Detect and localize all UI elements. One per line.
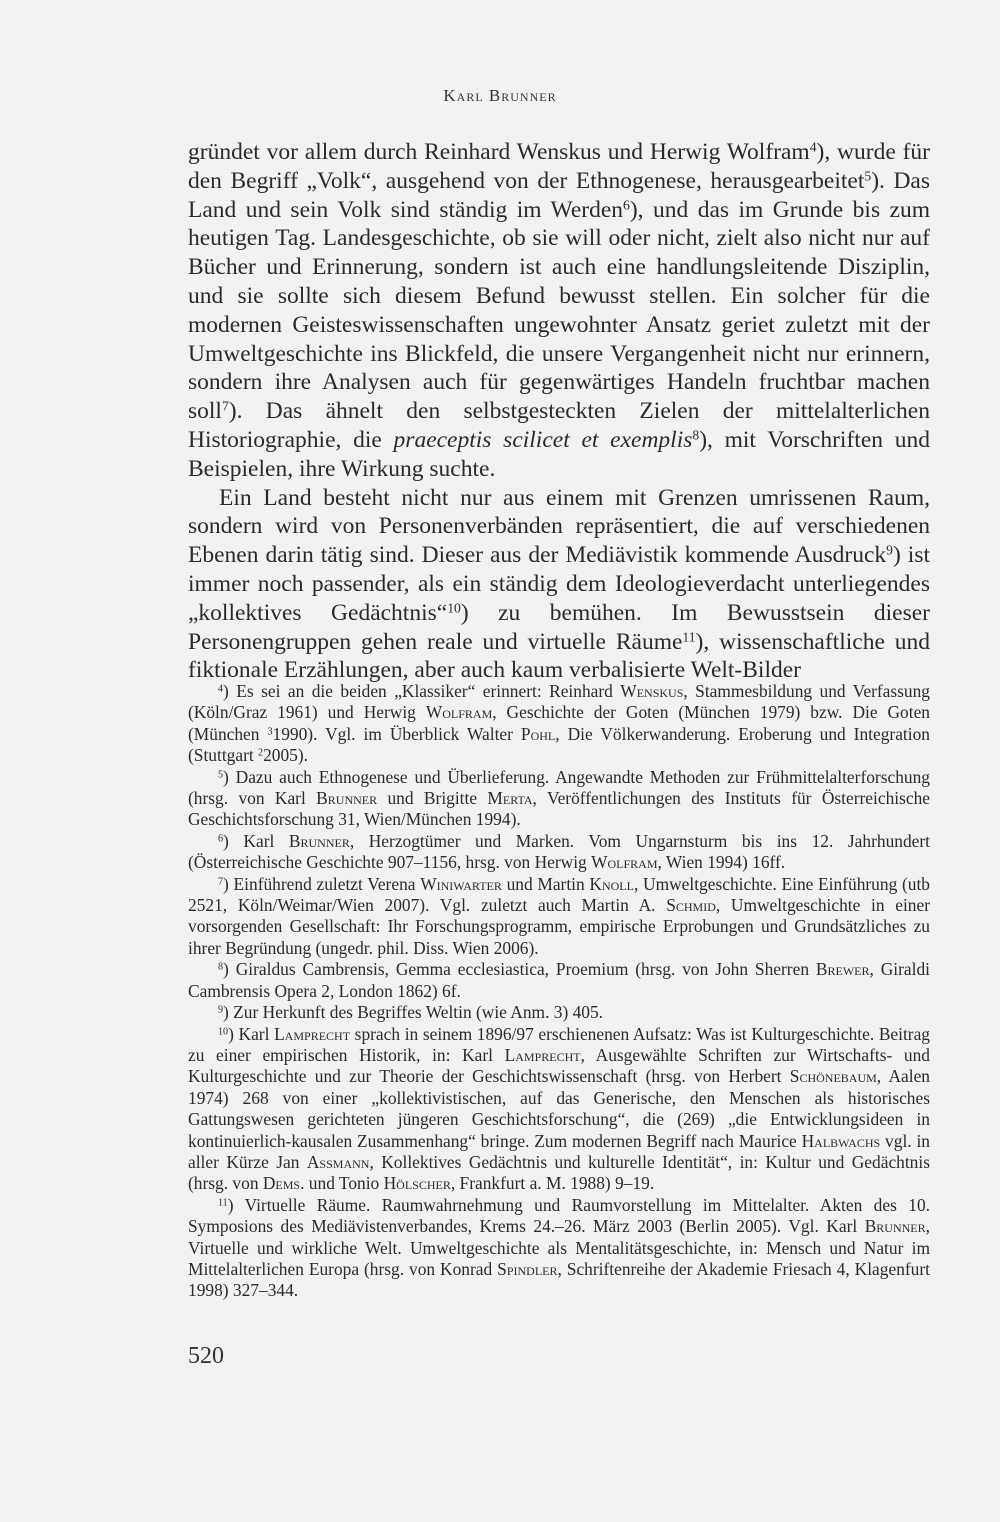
text-run: ). Das ähnelt den selbstgesteckten Zielen der mittelalterlichen Historiographie, die (188, 398, 930, 453)
text-run: ). Das Land und sein Volk sind ständig im Werden (188, 167, 930, 223)
text-run: ) Dazu auch Ethnogenese und Überlieferung. Angewandte Methoden zur Frühmittelalterforschung (hrsg. von Karl (188, 766, 930, 809)
footnote-marker: 10 (447, 600, 461, 616)
text-run: , Wien 1994) 16ff. (657, 852, 786, 873)
text-run: . und Tonio (300, 1173, 384, 1194)
author-name: Schmid (666, 895, 716, 916)
footnotes (188, 681, 930, 1302)
author-name: Knoll (589, 873, 634, 894)
text-run: , Geschichte der Goten (München 1979) bzw. Die Goten (München (188, 702, 930, 744)
text-run: ), und das im Grunde bis zum heutigen Tag. Landesgeschichte, ob sie will oder nicht, zielt also nicht nur auf Bücher und Erinnerung, sondern ist auch eine handlungsleitende Disziplin, und sie sollte sich diesem Befund bewusst stellen. Ein solcher für die modernen Geisteswissenschaften ungewohnter Ansatz geriet zuletzt mit der Umweltgeschichte ins Blickfeld, die unsere Vergangenheit nicht nur erinnern, sondern ihre Analysen auch für gegenwärtiges Handeln fruchtbar machen soll (188, 196, 930, 425)
text-run: ) Es sei an die beiden „Klassiker“ erinnert: Reinhard (223, 681, 621, 701)
author-name: Wenskus (620, 681, 684, 701)
footnote-marker: 10 (218, 1025, 229, 1037)
author-name: Winiwarter (420, 873, 502, 894)
text-run: ) Karl (223, 830, 289, 851)
author-name: Brewer (815, 959, 870, 980)
text-run: , Ausgewählte Schriften zur Wirtschafts- und Kulturgeschichte und zur Theorie der Geschichtswissenschaft (hrsg. von Herbert (188, 1044, 930, 1087)
text-run: Ein Land besteht nicht nur aus einem mit Grenzen umrissenen Raum, sondern wird von Personenverbänden repräsentiert, die auf verschiedenen Ebenen darin tätig sind. Dieser aus der Mediävistik kommende Ausdruck (188, 484, 930, 569)
italic-text: praeceptis scilicet et exemplis (393, 426, 693, 453)
author-name: Schönebaum (789, 1066, 877, 1087)
text-run: , Virtuelle und wirkliche Welt. Umweltgeschichte als Mentalitätsgeschichte, in: Mensch und Natur im Mittelalterlichen Europa (hrsg. von Konrad (188, 1216, 930, 1279)
text-run: , Schriftenreihe der Akademie Friesach 4, Klagenfurt 1998) 327–344. (188, 1258, 930, 1301)
text-run: , Umweltgeschichte. Eine Einführung (utb 2521, Köln/Weimar/Wien 2007). Vgl. zuletzt auch Martin A. (188, 873, 930, 916)
running-head: Karl Brunner (443, 86, 557, 105)
footnote-marker: 8 (692, 427, 700, 443)
text-run: , Herzogtümer und Marken. Vom Ungarnsturm bis ins 12. Jahrhundert (Österreichische Geschichte 907–1156, hrsg. von Herwig (188, 830, 930, 873)
author-name: Pohl (520, 723, 556, 744)
body-paragraph (188, 484, 930, 686)
text-run: vgl. in aller Kürze Jan (188, 1130, 930, 1172)
footnote-marker: 4 (218, 683, 224, 695)
text-run: , Die Völkerwanderung. Eroberung und Integration (Stuttgart (188, 723, 930, 766)
footnote (188, 874, 930, 960)
text-run: , Giraldi Cambrensis Opera 2, London 1862) 6f. (188, 959, 930, 1001)
footnote (188, 831, 930, 874)
author-name: Wolfram (591, 852, 658, 873)
text-run: ) Giraldus Cambrensis, Gemma ecclesiastica, Proemium (hrsg. von John Sherren (223, 959, 816, 980)
text-run: ) Virtuelle Räume. Raumwahrnehmung und Raumvorstellung im Mittelalter. Akten des 10. Symposions des Mediävistenverbandes, Krems 24.–26. März 2003 (Berlin 2005). Vgl. Karl (188, 1194, 930, 1237)
text-run: ) Zur Herkunft des Begriffes Weltin (wie Anm. 3) 405. (223, 1002, 604, 1023)
author-name: Merta (487, 788, 533, 809)
text-run: , Veröffentlichungen des Instituts für Österreichische Geschichtsforschung 31, Wien/München 1994). (188, 788, 930, 830)
footnote (188, 1002, 930, 1023)
author-name: Halbwachs (801, 1130, 881, 1151)
text-run: ) Karl (228, 1023, 275, 1044)
main-text (188, 138, 930, 685)
text-run: ) zu bemühen. Im Bewusstsein dieser Personengruppen gehen reale und virtuelle Räume (188, 599, 930, 655)
text-run: und Martin (501, 873, 590, 894)
footnote (188, 959, 930, 1002)
text-run: ) ist immer noch passender, als ein ständig dem Ideologieverdacht unterliegendes „kollektives Gedächtnis“ (188, 542, 930, 626)
footnote-marker: 6 (623, 197, 630, 213)
text-run: , Frankfurt a. M. 1988) 9–19. (450, 1173, 655, 1194)
footnote-marker: 5 (218, 769, 224, 781)
text-run: ), wissenschaftliche und fiktionale Erzählungen, aber auch kaum verbalisierte Welt-Bilder (188, 628, 931, 684)
footnote (188, 767, 930, 831)
text-run: , Aalen 1974) 268 von einer „kollektivistischen, auf das Generische, den Menschen als historisches Gattungswesen gerichteten jüngeren Geschichtsforschung“, die (269) „die Entwicklungsideen in kontinuierlich-kausalen Zusammenhang“ bringe. Zum modernen Begriff nach Maurice (188, 1066, 930, 1151)
footnote-marker: 3 (267, 726, 273, 738)
text-run: , Umweltgeschichte in einer vorsorgenden Gesellschaft: Ihr Forschungsprogramm, empirische Erprobungen und Grundsätzliches zu ihrer Begründung (ungedr. phil. Diss. Wien 2006). (188, 895, 931, 958)
text-run: und Brigitte (377, 788, 488, 809)
footnote (188, 681, 930, 767)
text-run: ), wurde für den Begriff „Volk“, ausgehend von der Ethnogenese, herausgearbeitet (188, 139, 930, 194)
author-name: Lamprecht (504, 1044, 581, 1065)
footnote-marker: 11 (218, 1197, 228, 1209)
footnote (188, 1195, 930, 1302)
author-name: Brunner (864, 1216, 926, 1237)
text-run: ) Einführend zuletzt Verena (223, 873, 421, 894)
text-run: 2005). (263, 745, 309, 766)
text-run: , Stammesbildung und Verfassung (Köln/Graz 1961) und Herwig (188, 681, 931, 723)
footnote-marker: 8 (218, 961, 224, 973)
page-number: 520 (188, 1343, 224, 1369)
footnote-marker: 9 (218, 1004, 224, 1016)
author-name: Wolfram (425, 702, 493, 723)
footnote (188, 1024, 930, 1195)
author-name: Hölscher (383, 1173, 451, 1194)
author-name: Brunner (288, 830, 350, 851)
footnote-marker: 7 (221, 398, 229, 414)
footnote-marker: 4 (809, 139, 817, 155)
text-run: , Kollektives Gedächtnis und kulturelle Identität“, in: Kultur und Gedächtnis (hrsg. von (188, 1151, 930, 1194)
footnote-marker: 9 (886, 542, 893, 558)
author-name: Lamprecht (274, 1023, 351, 1044)
footnote-marker: 7 (218, 876, 224, 888)
footnote-marker: 6 (218, 833, 224, 845)
author-name: Assmann (306, 1151, 370, 1172)
author-name: Spindler (497, 1258, 558, 1279)
text-run: 1990). Vgl. im Überblick Walter (272, 723, 521, 744)
text-run: sprach in seinem 1896/97 erschienenen Aufsatz: Was ist Kulturgeschichte. Beitrag zu einer empirischen Historik, in: Karl (188, 1023, 931, 1065)
footnote-marker: 11 (682, 629, 696, 645)
author-name: Dems (262, 1173, 301, 1194)
body-paragraph (188, 138, 930, 484)
footnote-marker: 2 (258, 747, 264, 759)
footnote-marker: 5 (864, 168, 872, 184)
text-run: gründet vor allem durch Reinhard Wenskus und Herwig Wolfram (188, 139, 810, 165)
author-name: Brunner (316, 788, 378, 809)
text-run: ), mit Vorschriften und Beispielen, ihre Wirkung suchte. (188, 426, 930, 482)
